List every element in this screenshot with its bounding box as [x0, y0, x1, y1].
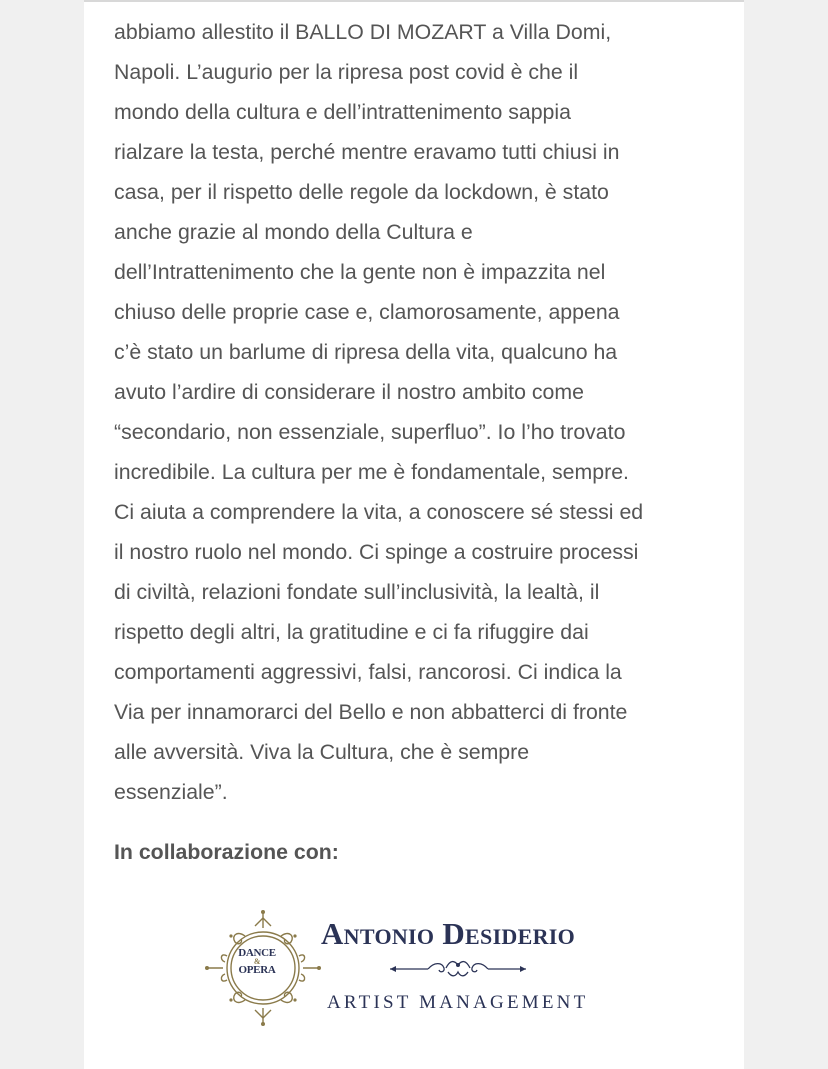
article-line: anche grazie al mondo della Cultura e [114, 220, 473, 244]
article-line: rialzare la testa, perché mentre eravamo tutti chiusi in [114, 140, 620, 164]
emblem-label [229, 948, 285, 976]
article-body [114, 12, 720, 812]
emblem-line-dance: DANCE [238, 947, 276, 959]
article-line: incredibile. La cultura per me è fondamentale, sempre. [114, 460, 629, 484]
article-line: Ci aiuta a comprendere la vita, a conoscere sé stessi ed [114, 500, 644, 524]
article-line: essenziale”. [114, 780, 228, 804]
article-line: Via per innamorarci del Bello e non abbatterci di fronte [114, 700, 628, 724]
article-line: dell’Intrattenimento che la gente non è impazzita nel [114, 260, 606, 284]
article-line: chiuso delle proprie case e, clamorosamente, appena [114, 300, 620, 324]
card-top-border [84, 0, 744, 2]
collaboration-heading: In collaborazione con: [114, 840, 339, 864]
article-line: c’è stato un barlume di ripresa della vita, qualcuno ha [114, 340, 618, 364]
article-line: rispetto degli altri, la gratitudine e ci fa rifuggire dai [114, 620, 589, 644]
article-line: mondo della cultura e dell’intrattenimento sappia [114, 100, 571, 124]
brand-tagline: ARTIST MANAGEMENT [327, 992, 589, 1013]
article-line: Napoli. L’augurio per la ripresa post covid è che il [114, 60, 579, 84]
article-line: abbiamo allestito il BALLO DI MOZART a Villa Domi, [114, 20, 612, 44]
article-line: comportamenti aggressivi, falsi, rancorosi. Ci indica la [114, 660, 622, 684]
article-line: alle avversità. Viva la Cultura, che è sempre [114, 740, 530, 764]
article-line: il nostro ruolo nel mondo. Ci spinge a costruire processi [114, 540, 639, 564]
article-line: “secondario, non essenziale, superfluo”. Io l’ho trovato [114, 420, 626, 444]
partner-logo[interactable] [193, 898, 633, 1038]
emblem-ampersand: & [253, 957, 261, 966]
article-line: di civiltà, relazioni fondate sull’inclusività, la lealtà, il [114, 580, 600, 604]
ornament-flourish-icon [388, 956, 528, 982]
article-line: avuto l’ardire di considerare il nostro ambito come [114, 380, 584, 404]
emblem-line-opera: OPERA [238, 964, 276, 976]
article-line: casa, per il rispetto delle regole da lockdown, è stato [114, 180, 609, 204]
brand-name: Antonio Desiderio [321, 916, 576, 951]
